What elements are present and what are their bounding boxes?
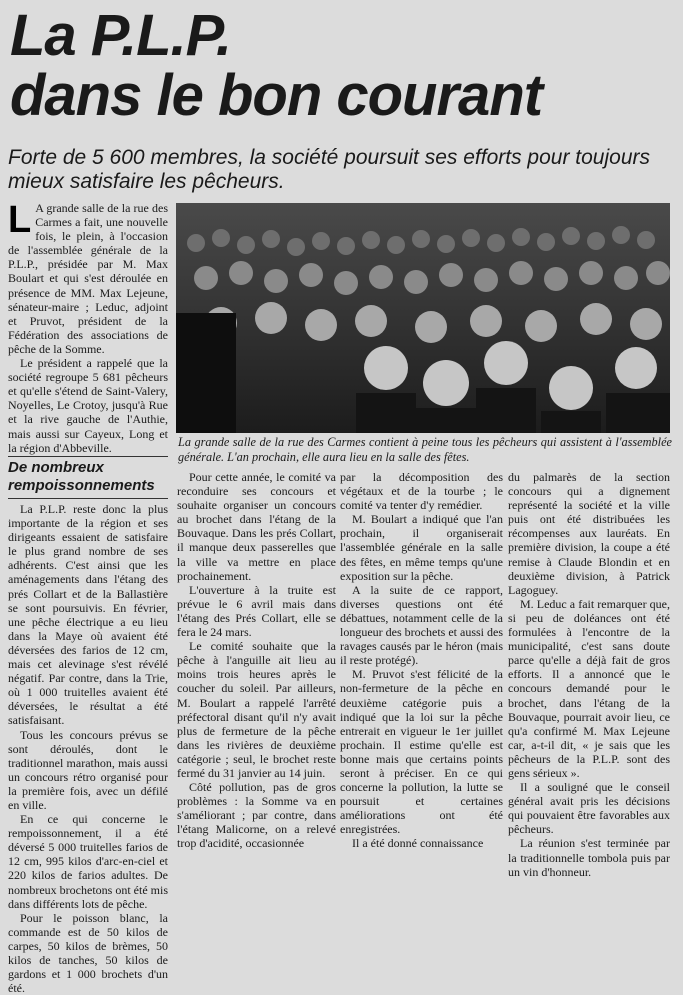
paragraph: Tous les concours prévus se sont déroulés, dont le traditionnel marathon, mais aussi un concours rétro organisé pour la première fois, avec un défilé en ville. xyxy=(8,727,168,812)
paragraph: M. Pruvot s'est félicité de la non-fermeture de la pêche en deuxième catégorie puis a indiqué que la loi sur la pêche entrerait en vigueur le 1er juillet prochain. Il estime qu'elle est bonne mais que certains points seront à préciser. En ce qui concerne la pollution, la lutte se poursuit et certaines améliorations ont été enregistrées. xyxy=(340,667,503,837)
paragraph: En ce qui concerne le rempoissonnement, il a été déversé 5 000 truitelles farios de 12 cm, 995 kilos d'arc-en-ciel et 220 kilos de farios adultes. De nombreux brochetons ont été mis dans différents lots de pêche. xyxy=(8,812,168,911)
paragraph: Pour cette année, le comité va reconduire ses concours et souhaite organiser un concours au brochet dans l'étang de la Bouvaque. Dans les prés Collart, il manque deux passerelles que la ville va mettre en place prochainement. xyxy=(177,470,336,583)
column-1-intro xyxy=(8,201,168,455)
column-2 xyxy=(177,470,336,851)
paragraph: Le président a rappelé que la société regroupe 5 681 pêcheurs et qu'elle s'étend de Saint-Valery, Noyelles, Le Crotoy, jusqu'à Rue et la rive gauche de l'Authie, mais aussi sur Cayeux, Long et la région d'Abbeville. xyxy=(8,356,168,455)
paragraph: L'ouverture à la truite est prévue le 6 avril mais dans l'étang des Prés Collart, elle se fera le 24 mars. xyxy=(177,582,336,640)
paragraph: M. Leduc a fait remarquer que, si peu de doléances ont été formulées à l'encontre de la municipalité, c'est sans doute parce qu'elle a déjà fait de gros efforts. Il a annoncé que le concours demandé pour le brochet, dans l'étang de la Bouvaque, pourrait avoir lieu, ce qu'a confirmé M. Max Lejeune car, a-t-il dit, « je sais que les pêcheurs de la P.L.P. sont des gens sérieux ». xyxy=(508,596,670,780)
drop-cap: L xyxy=(8,199,32,241)
paragraph: La P.L.P. reste donc la plus importante de la région et ses dirigeants essaient de satisfaire le plus grand nombre de ses adhérents. C'est ainsi que les aménagements dans l'étang des prés Collart et de la Ballastière se sont poursuivis. En février, une pêche électrique a eu lieu dans la Maye où avaient été déversées des farios de 12 cm, mais cet alevinage s'est révélé négatif. Par contre, dans la Trie, où 1 000 truitelles avaient été déversées, le résultat a été satisfaisant. xyxy=(8,502,168,728)
headline-line-2: dans le bon courant xyxy=(10,63,543,128)
headline xyxy=(10,3,670,128)
paragraph: par la décomposition des végétaux et de la tourbe ; le comité va tenter d'y remédier. xyxy=(340,470,503,513)
subheadline: Forte de 5 600 membres, la société poursuit ses efforts pour toujours mieux satisfaire les pêcheurs. xyxy=(8,146,650,193)
paragraph: Il a souligné que le conseil général avait pris les décisions qui pouvaient être favorables aux pêcheurs. xyxy=(508,780,670,837)
paragraph: Pour le poisson blanc, la commande est de 50 kilos de carpes, 50 kilos de brèmes, 50 kilos de tanches, 50 kilos de gardons et 1 000 brochets d'un été. xyxy=(8,910,168,995)
paragraph: du palmarès de la section concours qui a dignement représenté la société et la ville puis ont été distribuées les récompenses aux lauréats. En première division, la coupe a été remise à Claude Blondin et en deuxième division, à Patrick Lagoguey. xyxy=(508,470,670,597)
photo-caption: La grande salle de la rue des Carmes contient à peine tous les pêcheurs qui assistent à l'assemblée générale. L'an prochain, elle aura lieu en la salle des fêtes. xyxy=(178,435,672,464)
paragraph: La réunion s'est terminée par la traditionnelle tombola puis par un vin d'honneur. xyxy=(508,836,670,879)
section-heading: De nombreux rempoissonnements xyxy=(8,456,168,499)
column-3 xyxy=(340,470,503,851)
crowd-photo-illustration xyxy=(176,203,670,433)
paragraph: Côté pollution, pas de gros problèmes : la Somme va en s'améliorant ; par contre, dans l'étang Malicorne, on a relevé trop d'acidité, occasionnée xyxy=(177,780,336,851)
headline-line-1: La P.L.P. xyxy=(10,3,231,68)
column-1-body xyxy=(8,502,168,995)
paragraph: Il a été donné connaissance xyxy=(352,836,484,851)
assembly-photo xyxy=(176,203,670,433)
intro-paragraph-text: A grande salle de la rue des Carmes a fait, une nouvelle fois, le plein, à l'occasion de l'assemblée générale de la P.L.P., présidée par M. Max Boulart et qui s'est déroulée en présence de MM. Max Lejeune, sénateur-maire ; Leduc, adjoint et Pruvot, président de la Fédération des associations de pêche de la Somme. xyxy=(8,201,168,356)
column-4 xyxy=(508,470,670,879)
paragraph: M. Boulart a indiqué que l'an prochain, il organiserait l'assemblée générale en la salle des fêtes, en même temps qu'une exposition sur la pêche. xyxy=(340,512,503,583)
intro-paragraph xyxy=(8,201,168,356)
paragraph: Le comité souhaite que la pêche à l'anguille ait lieu au moins trois heures après le coucher du soleil. Par ailleurs, M. Boulart a rappelé l'arrêté préfectoral disant qu'il n'y avait plus de fermeture de la pêche dans les rivières de deuxième catégorie ; seul, le brochet reste fermé du 31 janvier au 14 juin. xyxy=(177,639,336,780)
paragraph: A la suite de ce rapport, diverses questions ont été débattues, notamment celle de la longueur des brochets et aussi des ravages causés par le héron (mais il reste protégé). xyxy=(340,582,503,668)
